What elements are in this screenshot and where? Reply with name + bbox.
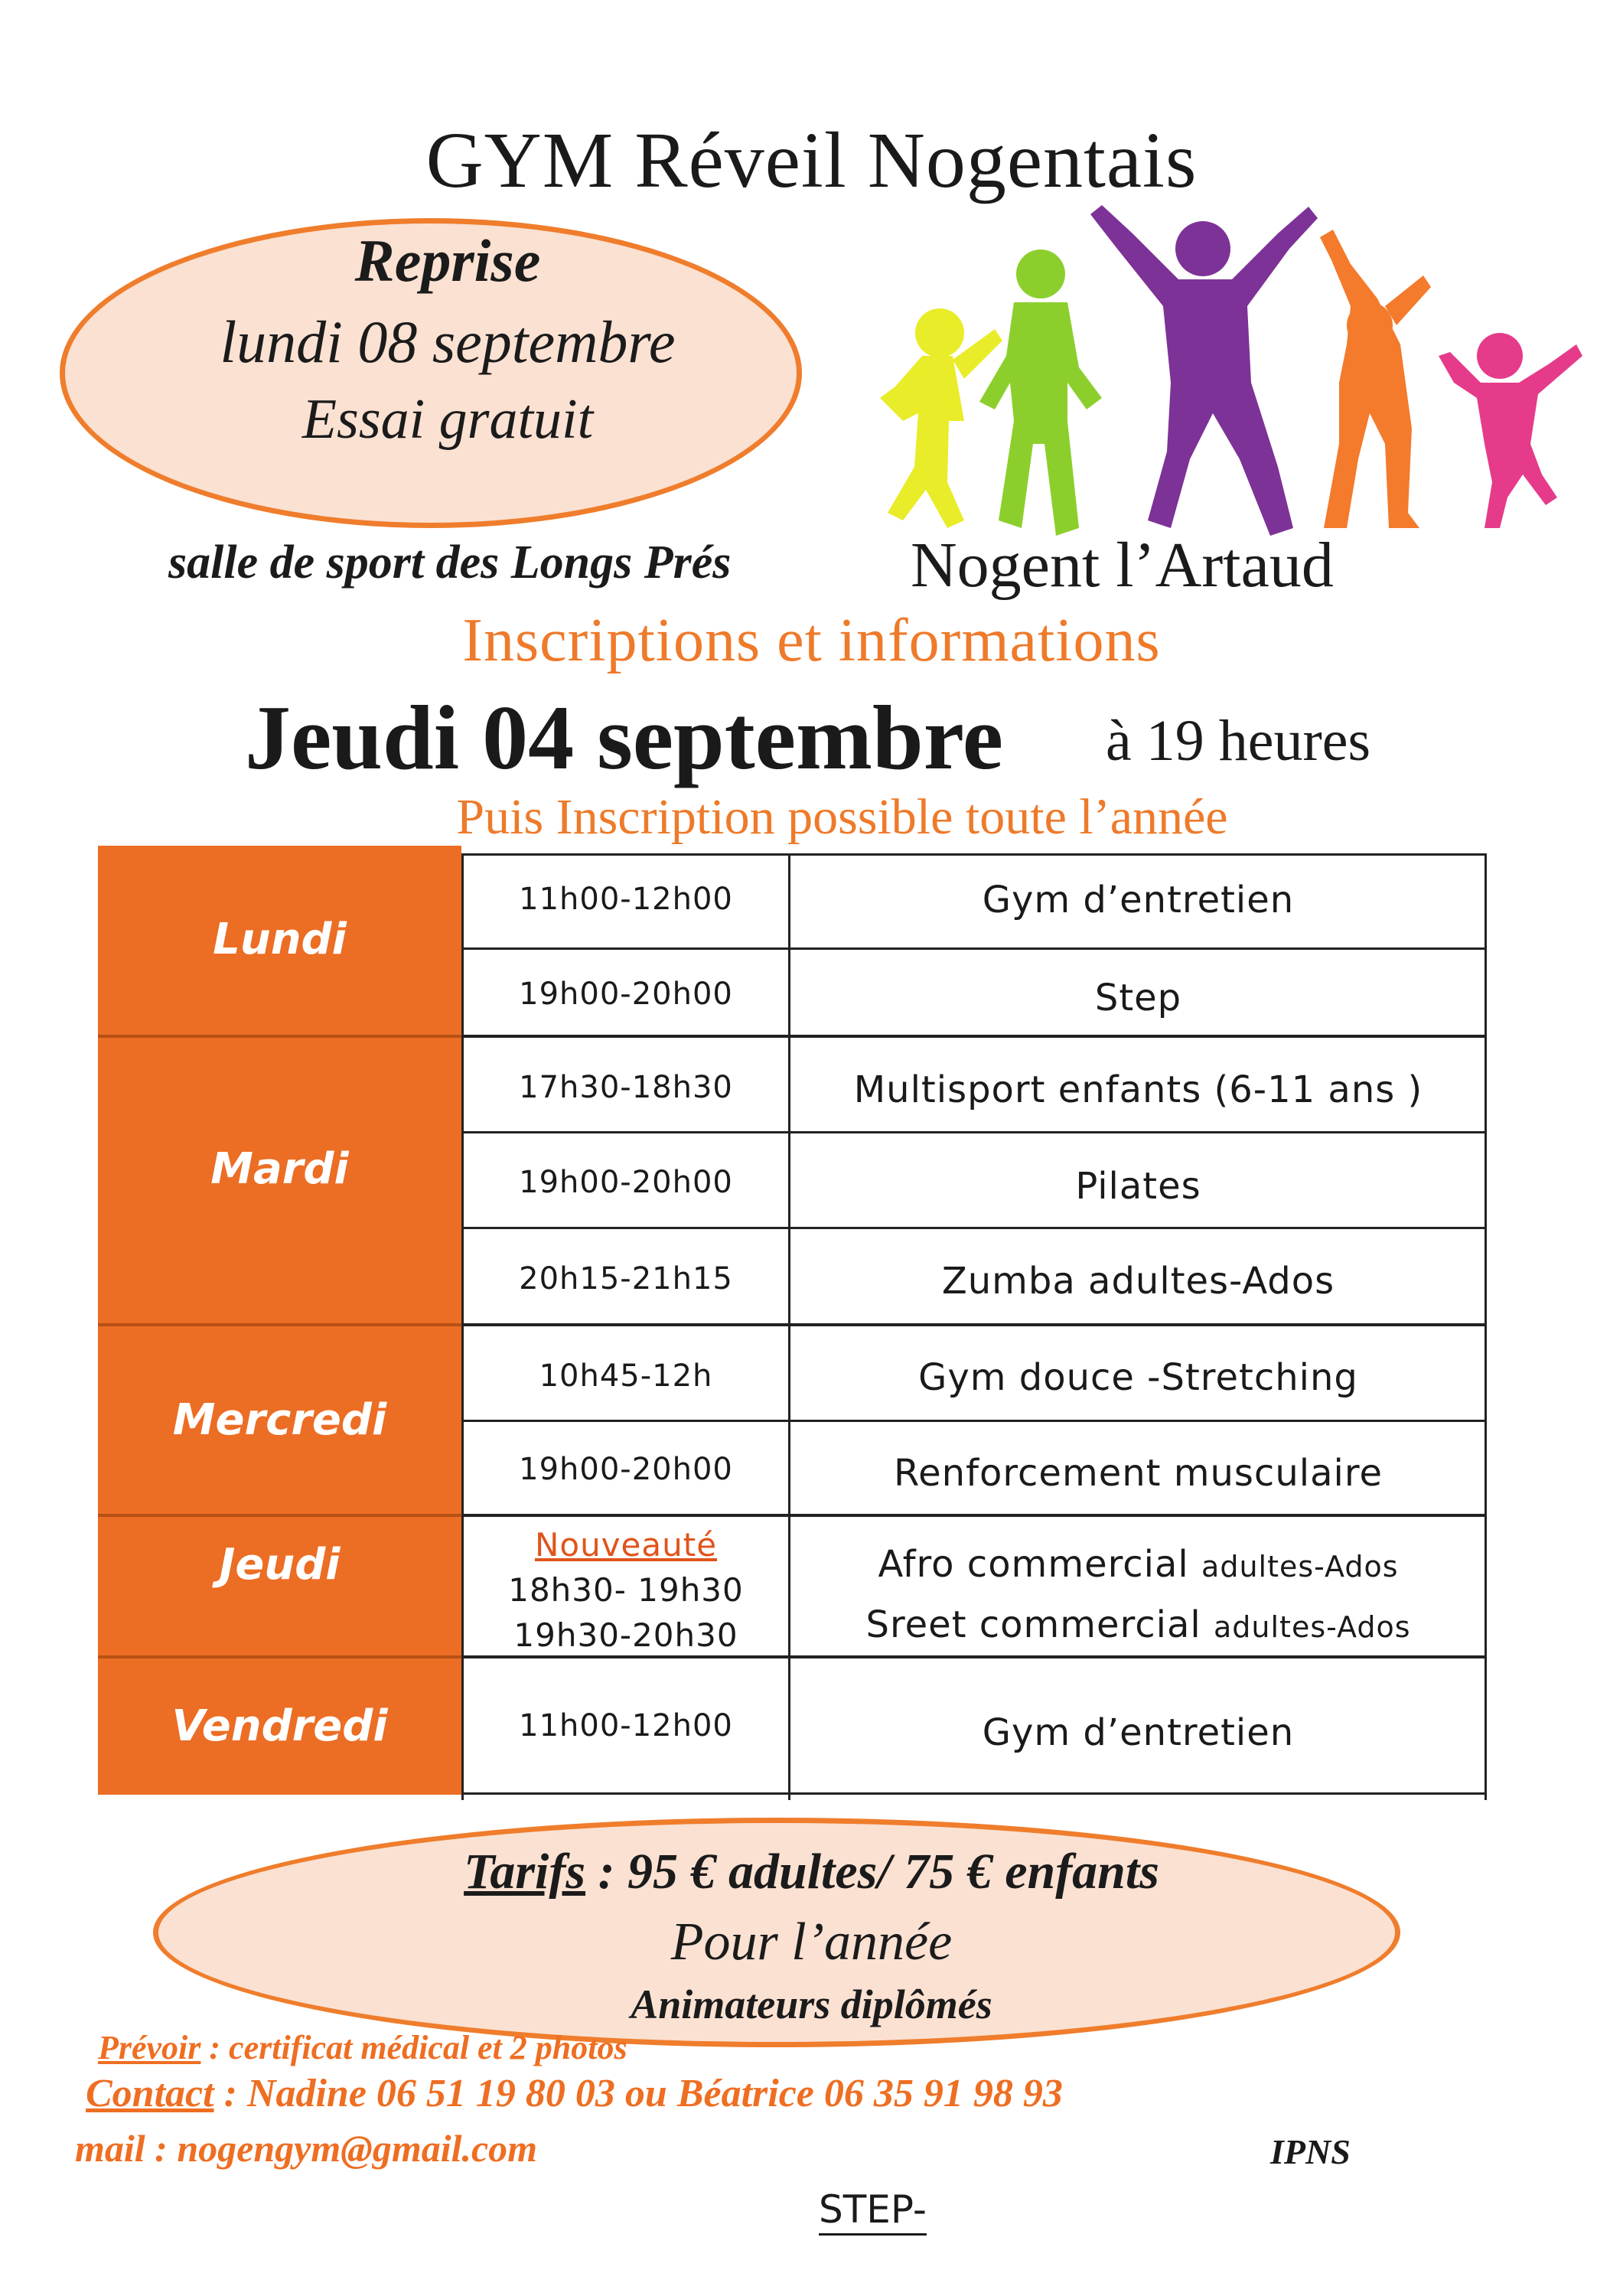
registration-date: Jeudi 04 septembre — [245, 687, 1004, 788]
day-column — [98, 846, 461, 1795]
venue-town: Nogent l’Artaud — [911, 530, 1334, 601]
day-divider — [98, 1655, 461, 1658]
activity-name: Sreet commercial — [865, 1603, 1201, 1646]
grid-line — [461, 1035, 1487, 1038]
day-label: Mardi — [210, 1144, 349, 1194]
prevoir-text: : certificat médical et 2 photos — [200, 2029, 627, 2066]
slot-activity — [792, 1543, 1484, 1586]
day-label: Vendredi — [171, 1701, 388, 1751]
day-row-lundi — [98, 915, 461, 976]
grid-line — [461, 853, 1487, 856]
registration-note: Puis Inscription possible toute l’année — [456, 789, 1228, 845]
green-figure — [979, 249, 1102, 536]
mail-line: mail : nogengym@gmail.com — [75, 2127, 538, 2170]
day-label: Jeudi — [219, 1540, 341, 1590]
day-row-mardi — [98, 1144, 461, 1205]
slot-time: 19h00-20h00 — [519, 1165, 733, 1200]
grid-line — [461, 1131, 1487, 1133]
pricing-label: Tarifs — [464, 1844, 586, 1900]
dancing-silhouettes-illustration — [849, 191, 1584, 551]
pink-figure — [1439, 333, 1582, 528]
contact-line — [86, 2071, 1063, 2116]
grid-line — [461, 1792, 1487, 1795]
yellow-figure — [880, 308, 1002, 528]
contact-label: Contact — [86, 2072, 214, 2115]
day-row-jeudi — [98, 1540, 461, 1601]
venue-salle: salle de sport des Longs Prés — [168, 536, 732, 589]
registration-time: à 19 heures — [1106, 709, 1371, 773]
reprise-heading: Reprise — [354, 227, 541, 294]
prevoir-line — [98, 2028, 627, 2067]
slot-activity: Renforcement musculaire — [893, 1452, 1383, 1495]
inscriptions-heading: Inscriptions et informations — [462, 607, 1161, 674]
grid-line — [461, 1227, 1487, 1229]
orange-figure — [1320, 230, 1431, 528]
prevoir-label: Prévoir — [98, 2029, 201, 2066]
slot-time: 19h00-20h00 — [519, 977, 733, 1012]
slot-activity: Gym douce -Stretching — [918, 1356, 1358, 1399]
slot-activity — [792, 1603, 1484, 1646]
grid-line — [461, 1655, 1487, 1658]
grid-line — [461, 855, 464, 1800]
slot-time: 10h45-12h — [539, 1358, 713, 1394]
grid-line — [461, 1514, 1487, 1517]
grid-line — [461, 947, 1487, 950]
pricing-line — [0, 1843, 1623, 1901]
pricing-period: Pour l’année — [670, 1913, 953, 1971]
slot-time: 18h30- 19h30 — [508, 1571, 744, 1609]
contact-text: : Nadine 06 51 19 80 03 ou Béatrice 06 35 91 98 93 — [213, 2072, 1063, 2115]
poster-title: GYM Réveil Nogentais — [425, 116, 1198, 204]
reprise-date: lundi 08 septembre — [220, 308, 676, 375]
grid-line — [1484, 855, 1487, 1800]
slot-time: 11h00-12h00 — [519, 1708, 733, 1743]
slot-activity: Pilates — [1075, 1165, 1201, 1208]
slot-activity: Step — [1094, 977, 1182, 1019]
grid-line — [788, 855, 790, 1800]
purple-figure — [1090, 205, 1318, 536]
slot-time: 11h00-12h00 — [519, 882, 733, 917]
day-divider — [98, 1323, 461, 1326]
slot-activity: Zumba adultes-Ados — [941, 1260, 1335, 1303]
nouveaute-badge: Nouveauté — [534, 1526, 718, 1564]
day-label: Mercredi — [172, 1395, 387, 1445]
coaches-note: Animateurs diplômés — [631, 1981, 992, 2027]
activity-audience: adultes-Ados — [1201, 1550, 1399, 1583]
slot-time: 20h15-21h15 — [519, 1261, 733, 1296]
slot-time: 19h00-20h00 — [519, 1452, 733, 1487]
activity-audience: adultes-Ados — [1214, 1610, 1411, 1644]
grid-line — [461, 1420, 1487, 1422]
slot-activity: Gym d’entretien — [982, 1711, 1295, 1754]
day-row-vendredi — [98, 1701, 461, 1763]
day-divider — [98, 1035, 461, 1038]
pricing-values: : 95 € adultes/ 75 € enfants — [585, 1844, 1159, 1900]
slot-activity: Gym d’entretien — [982, 879, 1295, 921]
slot-time: 17h30-18h30 — [519, 1070, 733, 1105]
grid-line — [461, 1323, 1487, 1326]
activity-name: Afro commercial — [878, 1543, 1189, 1586]
slot-activity: Multisport enfants (6-11 ans ) — [853, 1068, 1423, 1111]
slot-time: 19h30-20h30 — [513, 1616, 738, 1654]
ipns-note: IPNS — [1270, 2132, 1351, 2171]
step-note: STEP- — [819, 2187, 927, 2236]
day-divider — [98, 1514, 461, 1517]
day-label: Lundi — [213, 915, 347, 964]
day-row-mercredi — [98, 1395, 461, 1456]
essai-gratuit: Essai gratuit — [301, 388, 594, 451]
